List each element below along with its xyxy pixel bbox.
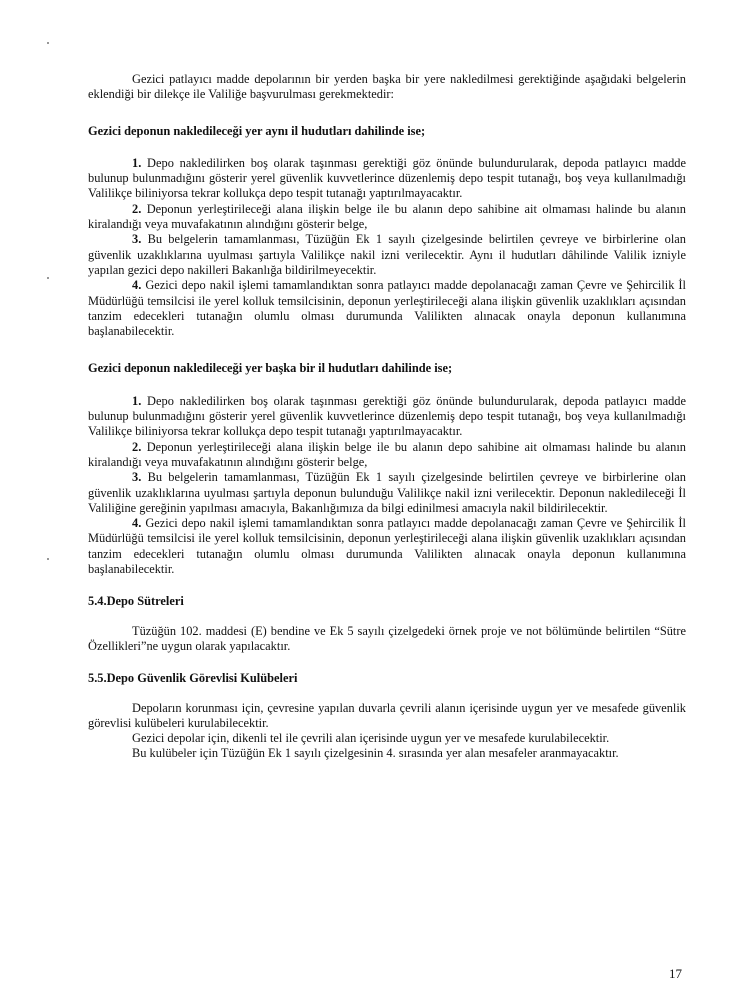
item-number: 3. — [132, 232, 142, 247]
scan-speck — [47, 42, 49, 44]
same-province-list — [88, 156, 686, 340]
scan-speck — [47, 558, 49, 560]
list-item — [88, 394, 686, 440]
document-page — [88, 72, 686, 762]
paragraph: Bu kulübeler için Tüzüğün Ek 1 sayılı çizelgesinin 4. sırasında yer alan mesafeler aranmayacaktır. — [132, 746, 619, 761]
item-text: Gezici depo nakil işlemi tamamlandıktan sonra patlayıcı madde depolanacağı zaman Çevre ve Şehircilik İl Müdürlüğü temsilcisi ile yerel kolluk temsilcisinin, deponun yerleştirileceği alana ilişkin güvenlik uzaklıkları açısından tanzim edecekleri tutanağın olumlu olması durumunda Valilikten alınacak onayla deponun kullanımına başlanabilecektir. — [88, 278, 686, 339]
list-item — [88, 202, 686, 233]
list-item — [88, 156, 686, 202]
list-item — [88, 516, 686, 577]
list-item — [88, 278, 686, 339]
paragraph: Tüzüğün 102. maddesi (E) bendine ve Ek 5 sayılı çizelgedeki örnek proje ve not bölümünde belirtilen “Sütre Özellikleri”ne uygun olarak yapılacaktır. — [88, 623, 686, 653]
section-heading-5-4: 5.4.Depo Sütreleri — [88, 594, 184, 609]
item-text: Bu belgelerin tamamlanması, Tüzüğün Ek 1 sayılı çizelgesinde belirtilen çevreye ve birbirlerine olan güvenlik uzaklıklarına uyulması şartıyla deponun bulunduğu Valilikçe nakil izni verilecektir. Deponun nakledileceği İl Valiliğine gereğinin yapılması amacıyla, Bakanlığımıza da bilgi edinilmesi amacıyla nakil bildirilecektir. — [88, 470, 686, 515]
item-text: Bu belgelerin tamamlanması, Tüzüğün Ek 1 sayılı çizelgesinde belirtilen çevreye ve birbirlerine olan güvenlik uzaklıklarına uyulması şartıyla Valilikçe nakil izni verilecektir. Aynı il hudutları dâhilinde Valilik izniyle yapılan gezici depo nakilleri Bakanlığa bildirilmeyecektir. — [88, 232, 686, 277]
item-number: 1. — [132, 155, 142, 170]
item-number: 1. — [132, 393, 142, 408]
item-number: 2. — [132, 439, 142, 454]
section-5-4-body — [88, 624, 686, 655]
item-number: 4. — [132, 278, 142, 293]
section-heading-5-5: 5.5.Depo Güvenlik Görevlisi Kulübeleri — [88, 671, 298, 686]
section-5-5-body — [88, 701, 686, 762]
item-number: 4. — [132, 516, 142, 531]
other-province-list — [88, 394, 686, 578]
list-item — [88, 440, 686, 471]
paragraph: Gezici depolar için, dikenli tel ile çevrili alan içerisinde uygun yer ve mesafede kurulabilecektir. — [132, 731, 610, 746]
item-text: Depo nakledilirken boş olarak taşınması gerektiği göz önünde bulundurularak, depoda patlayıcı madde bulunup bulunmadığını gösterir yerel güvenlik kuvvetlerince düzenlemiş depo tespit tutanağı, boş veya kullanılmadığı Valilikçe biliniyorsa tekrar kollukça depo tespit tutanağı yaptırılmayacaktır. — [88, 155, 686, 201]
paragraph: Depoların korunması için, çevresine yapılan duvarla çevrili alanın içerisinde uygun yer ve mesafede güvenlik görevlisi kulübeleri kurulabilecektir. — [88, 700, 686, 730]
heading-other-province: Gezici deponun nakledileceği yer başka bir il hudutları dahilinde ise; — [88, 361, 453, 376]
item-text: Gezici depo nakil işlemi tamamlandıktan sonra patlayıcı madde depolanacağı zaman Çevre ve Şehircilik İl Müdürlüğü temsilcisi ile yerel kolluk temsilcisinin, deponun yerleştirileceği alana ilişkin güvenlik uzaklıkları açısından tanzim edecekleri tutanağın olumlu olması durumunda Valilikten alınacak onayla deponun kullanımına başlanabilecektir. — [88, 516, 686, 577]
intro-paragraph: Gezici patlayıcı madde depolarının bir yerden başka bir yere nakledilmesi gerektiğinde aşağıdaki belgelerin eklendiği bir dilekçe ile Valiliğe başvurulması gerekmektedir: — [88, 72, 686, 102]
item-number: 2. — [132, 201, 142, 216]
item-text: Depo nakledilirken boş olarak taşınması gerektiği göz önünde bulundurularak, depoda patlayıcı madde bulunup bulunmadığını gösterir yerel güvenlik kuvvetlerince düzenlemiş depo tespit tutanağı, boş veya kullanılmadığı Valilikçe biliniyorsa tekrar kollukça depo tespit tutanağı yaptırılmayacaktır. — [88, 393, 686, 439]
item-text: Deponun yerleştirileceği alana ilişkin belge ile bu alanın depo sahibine ait olmaması halinde bu alanın kiralandığı veya muvafakatının alındığını gösterir belge, — [88, 439, 686, 469]
scan-speck — [47, 277, 49, 279]
item-number: 3. — [132, 470, 142, 485]
item-text: Deponun yerleştirileceği alana ilişkin belge ile bu alanın depo sahibine ait olmaması halinde bu alanın kiralandığı veya muvafakatının alındığını gösterir belge, — [88, 201, 686, 232]
list-item — [88, 232, 686, 278]
heading-same-province: Gezici deponun nakledileceği yer aynı il hudutları dahilinde ise; — [88, 123, 426, 138]
list-item — [88, 470, 686, 516]
page-number: 17 — [669, 966, 682, 981]
